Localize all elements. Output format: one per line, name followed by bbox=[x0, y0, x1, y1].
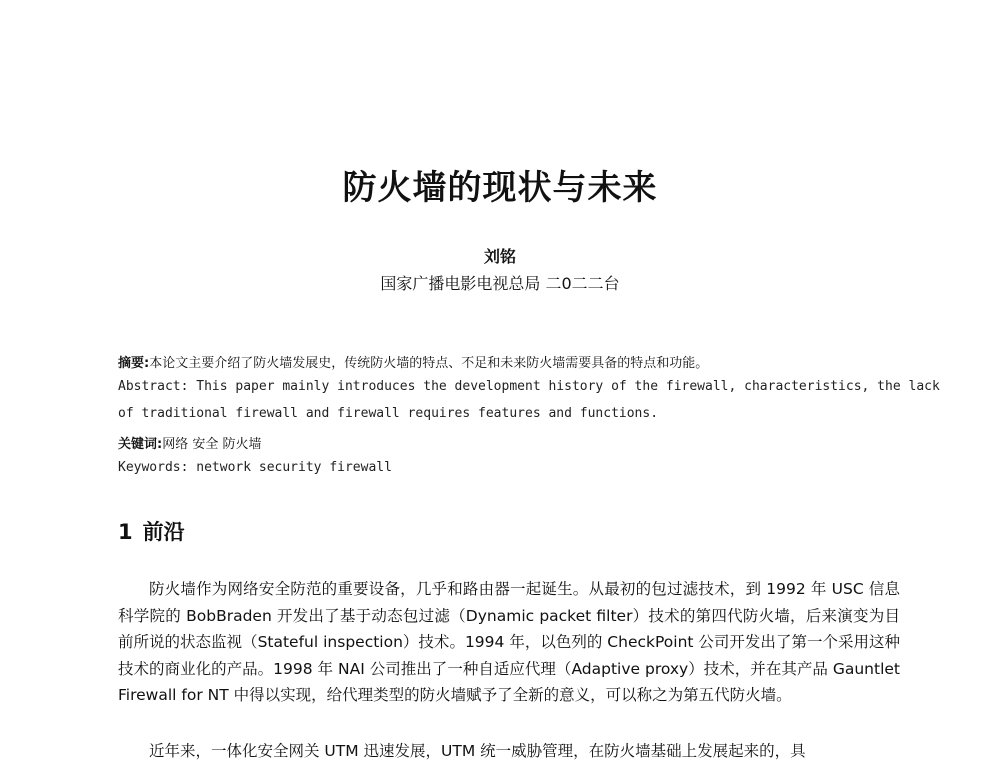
section-title: 前沿 bbox=[142, 520, 185, 544]
keywords-en: Keywords: network security firewall bbox=[118, 460, 392, 475]
abstract-en-line2: of traditional firewall and firewall requires features and functions. bbox=[118, 406, 659, 421]
abstract-cn bbox=[118, 352, 708, 371]
abstract-en-line1: Abstract: This paper mainly introduces the development history of the firewall, characteristics, the lack bbox=[118, 379, 940, 394]
keywords-cn-label: 关键词: bbox=[118, 437, 163, 452]
body-paragraph: 防火墙作为网络安全防范的重要设备，几乎和路由器一起诞生。从最初的包过滤技术，到 1992 年 USC 信息科学院的 BobBraden 开发出了基于动态包过滤（Dynamic packet filter）技术的第四代防火墙，后来演变为目前所说的状态监视（Stateful inspection）技术。1994 年，以色列的 CheckPoint 公司开发出了第一个采用这种技术的商业化的产品。1998 年 NAI 公司推出了一种自适应代理（Adaptive proxy）技术，并在其产品 Gauntlet Firewall for NT 中得以实现，给代理类型的防火墙赋予了全新的意义，可以称之为第五代防火墙。 bbox=[118, 580, 900, 704]
abstract-cn-text: 本论文主要介绍了防火墙发展史，传统防火墙的特点、不足和未来防火墙需要具备的特点和功能。 bbox=[149, 356, 709, 371]
section-number: 1 bbox=[118, 520, 133, 544]
body-paragraph-partial: 近年来，一体化安全网关 UTM 迅速发展，UTM 统一威胁管理，在防火墙基础上发展起来的，具 bbox=[149, 742, 806, 760]
paper-title: 防火墙的现状与未来 bbox=[342, 168, 658, 208]
keywords-cn-text: 网络 安全 防火墙 bbox=[162, 437, 262, 452]
author-name: 刘铭 bbox=[483, 247, 516, 266]
section-heading bbox=[118, 516, 185, 546]
author-affiliation: 国家广播电影电视总局 二0二二台 bbox=[380, 274, 620, 293]
abstract-cn-label: 摘要: bbox=[118, 356, 150, 371]
keywords-cn bbox=[118, 433, 261, 452]
